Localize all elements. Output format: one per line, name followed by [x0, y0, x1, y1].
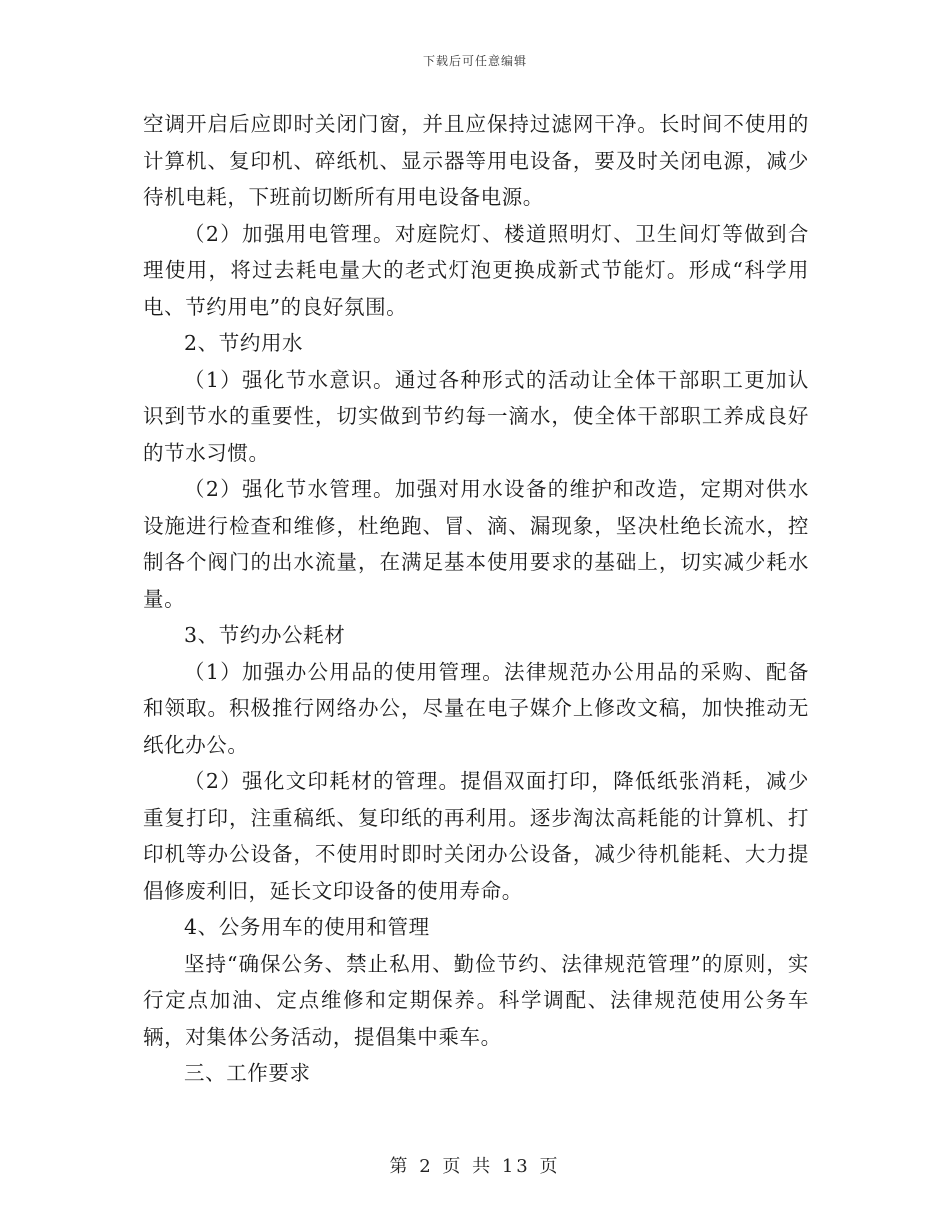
page-header: 下载后可任意编辑: [422, 54, 527, 68]
paragraph: （1）强化节水意识。通过各种形式的活动让全体干部职工更加认识到节水的重要性，切实做到节约每一滴水，使全体干部职工养成良好的节水习惯。: [143, 367, 809, 465]
paragraph: （2）强化节水管理。加强对用水设备的维护和改造，定期对供水设施进行检查和维修，杜绝跑、冒、滴、漏现象，坚决杜绝长流水，控制各个阀门的出水流量，在满足基本使用要求的基础上，切实减少耗水量。: [143, 477, 809, 611]
page-number-footer: 第 2 页 共 13 页: [389, 1156, 561, 1177]
paragraph: 坚持“确保公务、禁止私用、勤俭节约、法律规范管理”的原则，实行定点加油、定点维修和定期保养。科学调配、法律规范使用公务车辆，对集体公务活动，提倡集中乘车。: [143, 951, 809, 1049]
section-heading: 三、工作要求: [184, 1061, 311, 1085]
document-body: [143, 106, 809, 1092]
section-heading: 2、节约用水: [184, 331, 304, 355]
paragraph: （2）强化文印耗材的管理。提倡双面打印，降低纸张消耗，减少重复打印，注重稿纸、复印纸的再利用。逐步淘汰高耗能的计算机、打印机等办公设备，不使用时即时关闭办公设备，减少待机能耗、大力提倡修废利旧，延长文印设备的使用寿命。: [143, 769, 809, 903]
section-heading: 4、公务用车的使用和管理: [184, 915, 430, 939]
paragraph: 空调开启后应即时关闭门窗，并且应保持过滤网干净。长时间不使用的计算机、复印机、碎纸机、显示器等用电设备，要及时关闭电源，减少待机电耗，下班前切断所有用电设备电源。: [143, 112, 809, 209]
paragraph: （2）加强用电管理。对庭院灯、楼道照明灯、卫生间灯等做到合理使用，将过去耗电量大的老式灯泡更换成新式节能灯。形成“科学用电、节约用电”的良好氛围。: [143, 221, 809, 319]
paragraph: （1）加强办公用品的使用管理。法律规范办公用品的采购、配备和领取。积极推行网络办公，尽量在电子媒介上修改文稿，加快推动无纸化办公。: [143, 659, 809, 757]
section-heading: 3、节约办公耗材: [184, 623, 346, 647]
